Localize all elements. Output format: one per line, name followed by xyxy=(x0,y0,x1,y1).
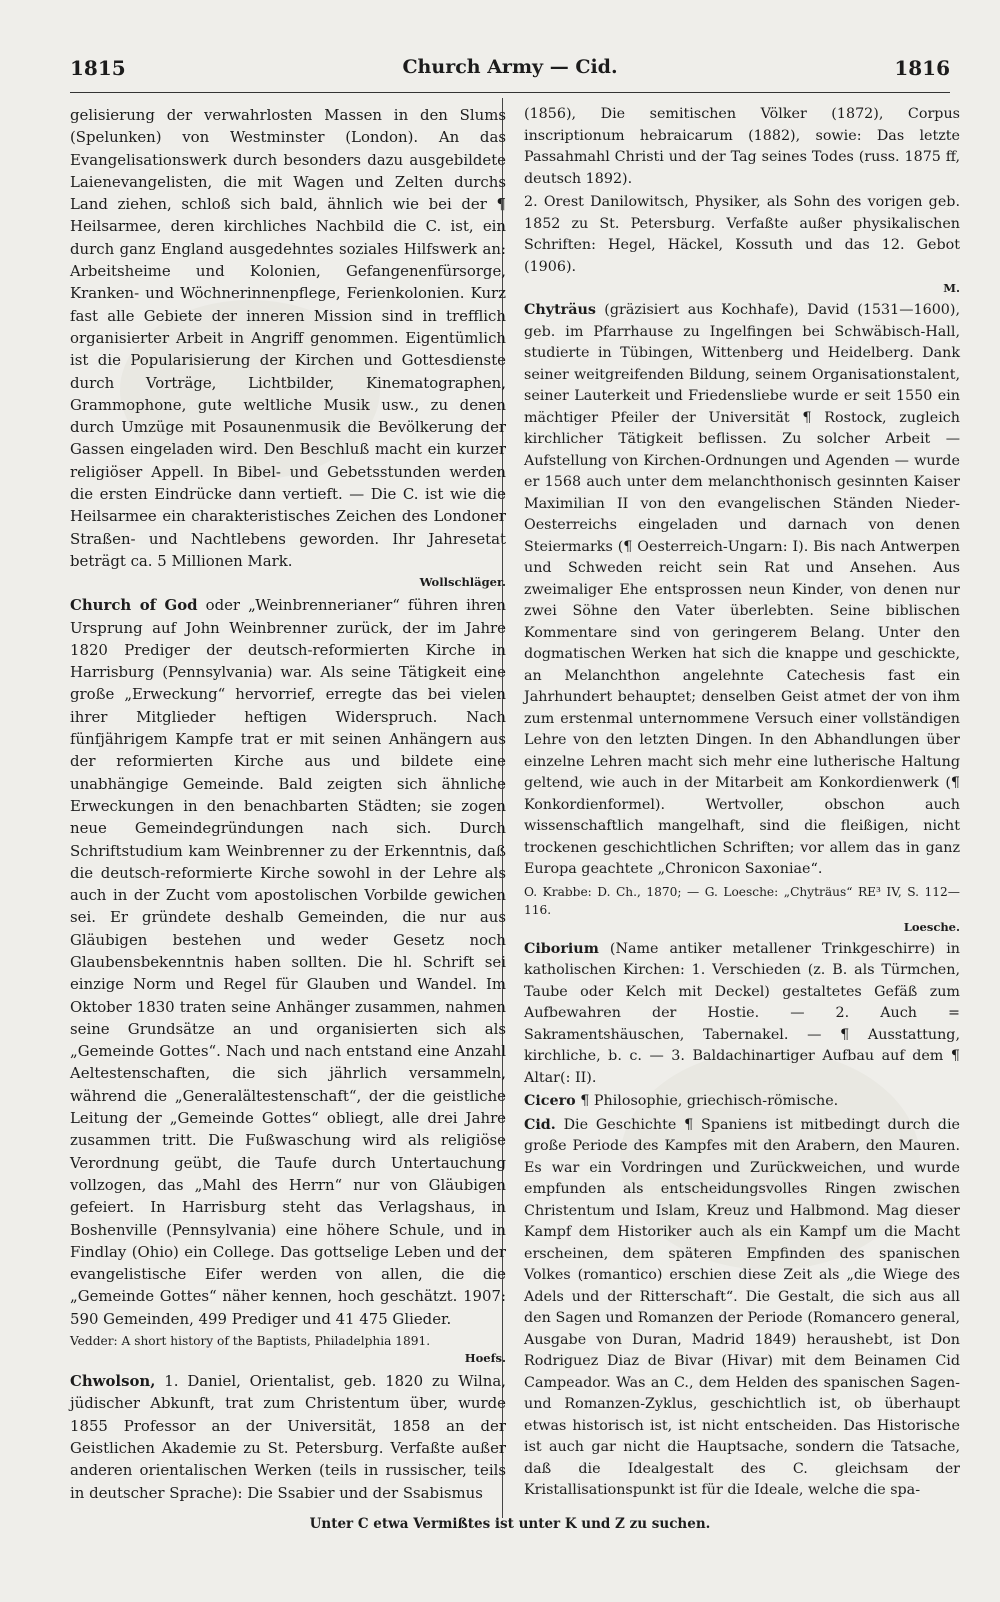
source-reference: O. Krabbe: D. Ch., 1870; — G. Loesche: „Chyträus“ RE³ IV, S. 112—116. xyxy=(524,884,960,917)
lemma-headword: Ciborium xyxy=(524,940,599,957)
article-chytraeus xyxy=(524,300,960,881)
author-signature: Wollschläger. xyxy=(419,575,506,590)
author-signature: Loesche. xyxy=(903,919,960,934)
right-column xyxy=(524,104,960,1504)
article-church-of-god xyxy=(70,594,506,1330)
lemma-headword: Church of God xyxy=(70,596,198,615)
lemma-headword: Chwolson, xyxy=(70,1372,156,1391)
page-footer-note: Unter C etwa Vermißtes ist unter K und Z zu suchen. xyxy=(309,1516,711,1532)
article-continuation-church-army: gelisierung der verwahrlosten Massen in den Slums (Spelunken) von Westminster (London). An das Evangelisationswerk durch besonders dazu ausgebildete Laienevangelisten, die mit Wagen und Zelten durchs Land ziehen, schloß sich bald, ähnlich wie bei der ¶ Heilsarmee, deren kirchliches Nachbild die C. ist, ein durch ganz England ausgedehntes soziales Hilfswerk an: Arbeitsheime und Kolonien, Gefangenenfürsorge, Kranken- und Wöchnerinnenpflege, Ferienkolonien. Kurz fast alle Gebiete der inneren Mission sind in trefflich organisierter Arbeit in Angriff genommen. Eigentümlich ist die Popularisierung der Kirchen und Gottesdienste durch Vorträge, Lichtbilder, Kinematographen, Grammophone, gute weltliche Musik usw., zu denen durch Umzüge mit Posaunenmusik die Bevölkerung der Gassen eingeladen wird. Den Beschluß macht ein kurzer religiöser Appell. In Bibel- und Gebetsstunden werden die ersten Eindrücke dann vertieft. — Die C. ist wie die Heilsarmee ein charakteristisches Zeichen des Londoner Straßen- und Nachtlebens geworden. Ihr Jahresetat beträgt ca. 5 Millionen Mark. xyxy=(70,106,506,570)
article-text: Die Geschichte ¶ Spaniens ist mitbedingt durch die große Periode des Kampfes mit den Arabern, den Mauren. Es war ein Vordringen und Zurückweichen, und wurde empfunden als entscheidungsvolles Ringen zwischen Christentum und Islam, Kreuz und Halbmond. Mag dieser Kampf dem Historiker auch als ein Kampf um die Macht erscheinen, dem späteren Empfinden des spanischen Volkes (romantico) erschien diese Zeit als „die Wiege des Adels und der Ritterschaft“. Die Gestalt, die sich aus all den Sagen und Romanzen der Periode (Romancero general, Ausgabe von Duran, Madrid 1849) heraushebt, ist Don Rodriguez Diaz de Bivar (Hivar) mit dem Beinamen Cid Campeador. Was an C., dem Helden des spanischen Sagen- und Romanzen-Zyklus, geschichtlich ist, ob überhaupt etwas historisch ist, ist nicht entscheiden. Das Historische ist auch gar nicht die Hauptsache, sondern die Tatsache, daß die Idealgestalt des C. gleichsam der Kristallisationspunkt ist für die Ideale, welche die spa- xyxy=(524,1116,960,1498)
lemma-headword: Cicero xyxy=(524,1093,576,1109)
article-continuation-chwolson: (1856), Die semitischen Völker (1872), Corpus inscriptionum hebraicarum (1882), sowie: Das letzte Passahmahl Christi und der Tag seines Todes (russ. 1875 ff, deutsch 1892). xyxy=(524,106,960,187)
article-text: ¶ Philosophie, griechisch-römische. xyxy=(580,1093,839,1109)
article-text: 1. Daniel, Orientalist, geb. 1820 zu Wilna, jüdischer Abkunft, trat zum Christentum über, wurde 1855 Professor an der Universität, 1858 an der Geistlichen Akademie zu St. Petersburg. Verfaßte außer anderen orientalischen Werken (teils in russischer, teils in deutscher Sprache): Die Ssabier und der Ssabismus xyxy=(70,1372,507,1502)
article-ciborium xyxy=(524,939,960,1090)
header-rule xyxy=(70,92,950,93)
author-signature: M. xyxy=(943,281,960,295)
left-column xyxy=(70,104,506,1506)
article-chwolson xyxy=(70,1370,506,1504)
author-signature: Hoefs. xyxy=(464,1351,506,1366)
article-cicero xyxy=(524,1091,960,1113)
article-text: oder „Weinbrennerianer“ führen ihren Ursprung auf John Weinbrenner zurück, der im Jahre 1820 Prediger der deutsch-reformierten Kirche in Harrisburg (Pennsylvania) war. Als seine Tätigkeit eine große „Erweckung“ hervorrief, erregte das bei vielen ihrer Mitglieder heftigen Widerspruch. Nach fünfjährigem Kampfe trat er mit seinen Anhängern aus der reformierten Kirche aus und bildete eine unabhängige Gemeinde. Bald zeigten sich ähnliche Erweckungen in den benachbarten Städten; sie zogen neue Gemeindegründungen nach sich. Durch Schriftstudium kam Weinbrenner zu der Erkenntnis, daß die deutsch-reformierte Kirche sowohl in der Lehre als auch in der Zucht vom apostolischen Vorbilde gewichen sei. Er gründete deshalb Gemeinden, die nur aus Gläubigen bestehen und weder Gesetz noch Glaubensbekenntnis haben sollten. Die hl. Schrift sei einzige Norm und Regel für Glauben und Wandel. Im Oktober 1830 traten seine Anhänger zusammen, nahmen seine Grundsätze an und organisierten sich als „Gemeinde Gottes“. Nach und nach entstand eine Anzahl Aeltestenschaften, die sich jährlich versammeln, während die „Generalältestenschaft“, der die geistliche Leitung der „Gemeinde Gottes“ obliegt, alle drei Jahre zusammen tritt. Die Fußwaschung wird als religiöse Verordnung geübt, die Taufe durch Untertauchung vollzogen, das „Mahl des Herrn“ nur von Gläubigen gefeiert. In Harrisburg steht das Verlagshaus, in Boshenville (Pennsylvania) eine höhere Schule, und in Findlay (Ohio) ein College. Das gottselige Leben und der evangelistische Eifer werden von allen, die die „Gemeinde Gottes“ näher kennen, hoch geschätzt. 1907: 590 Gemeinden, 499 Prediger und 41 475 Glieder. xyxy=(70,596,506,1328)
lemma-headword: Chyträus xyxy=(524,302,596,318)
article-text: (gräzisiert aus Kochhafe), David (1531—1600), geb. im Pfarrhause zu Ingelfingen bei Schwäbisch-Hall, studierte in Tübingen, Wittenberg und Heidelberg. Dank seiner weitgreifenden Bildung, seinem Organisationstalent, seiner Lauterkeit und Friedensliebe wurde er seit 1550 ein mächtiger Pfeiler der Universität ¶ Rostock, zugleich kirchlicher Tätigkeit beflissen. Zu solcher Arbeit — Aufstellung von Kirchen-Ordnungen und Agenden — wurde er 1568 auch unter dem melanchthonisch gesinnten Kaiser Maximilian II von den evangelischen Ständen Nieder-Oesterreichs eingeladen und darnach von denen Steiermarks (¶ Oesterreich-Ungarn: I). Bis nach Antwerpen und Schweden reicht sein Rat und Ansehen. Aus zweimaliger Ehe entsprossen neun Kinder, von denen nur zwei Söhne den Vater überlebten. Seine biblischen Kommentare sind von geringerem Belang. Unter den dogmatischen Werken hat sich die knappe und geschickte, an Melanchthon angelehnte Catechesis fast ein Jahrhundert behauptet; denselben Geist atmet der von ihm zum erstenmal unternommene Versuch einer vollständigen Lehre von den letzten Dingen. In den Abhandlungen über einzelne Lehren macht sich mehr eine lutherische Haltung geltend, wie auch in der Mitarbeit am Konkordienwerk (¶ Konkordienformel). Wertvoller, obschon auch wissenschaftlich mangelhaft, sind die fleißigen, nicht trockenen geschichtlichen Schriften; vor allem das in ganz Europa geachtete „Chronicon Saxoniae“. xyxy=(524,302,961,877)
lemma-headword: Cid. xyxy=(524,1116,556,1133)
page-number-left: 1815 xyxy=(70,56,126,80)
article-text: (Name antiker metallener Trinkgeschirre) in katholischen Kirchen: 1. Verschieden (z. B. als Türmchen, Taube oder Kelch mit Deckel) gestaltetes Gefäß zum Aufbewahren der Hostie. — 2. Auch = Sakramentshäuschen, Tabernakel. — ¶ Ausstattung, kirchliche, b. c. — 3. Baldachinartiger Aufbau auf dem ¶ Altar(: II). xyxy=(524,940,961,1086)
article-cid xyxy=(524,1115,960,1502)
article-chwolson-orest: 2. Orest Danilowitsch, Physiker, als Sohn des vorigen geb. 1852 zu St. Petersburg. Verfaßte außer physikalischen Schriften: Hegel, Häckel, Kossuth und das 12. Gebot (1906). xyxy=(524,194,960,275)
page-number-right: 1816 xyxy=(894,56,950,80)
source-reference: Vedder: A short history of the Baptists, Philadelphia 1891. xyxy=(70,1334,431,1349)
running-title: Church Army — Cid. xyxy=(402,56,618,78)
page-header xyxy=(70,56,950,86)
